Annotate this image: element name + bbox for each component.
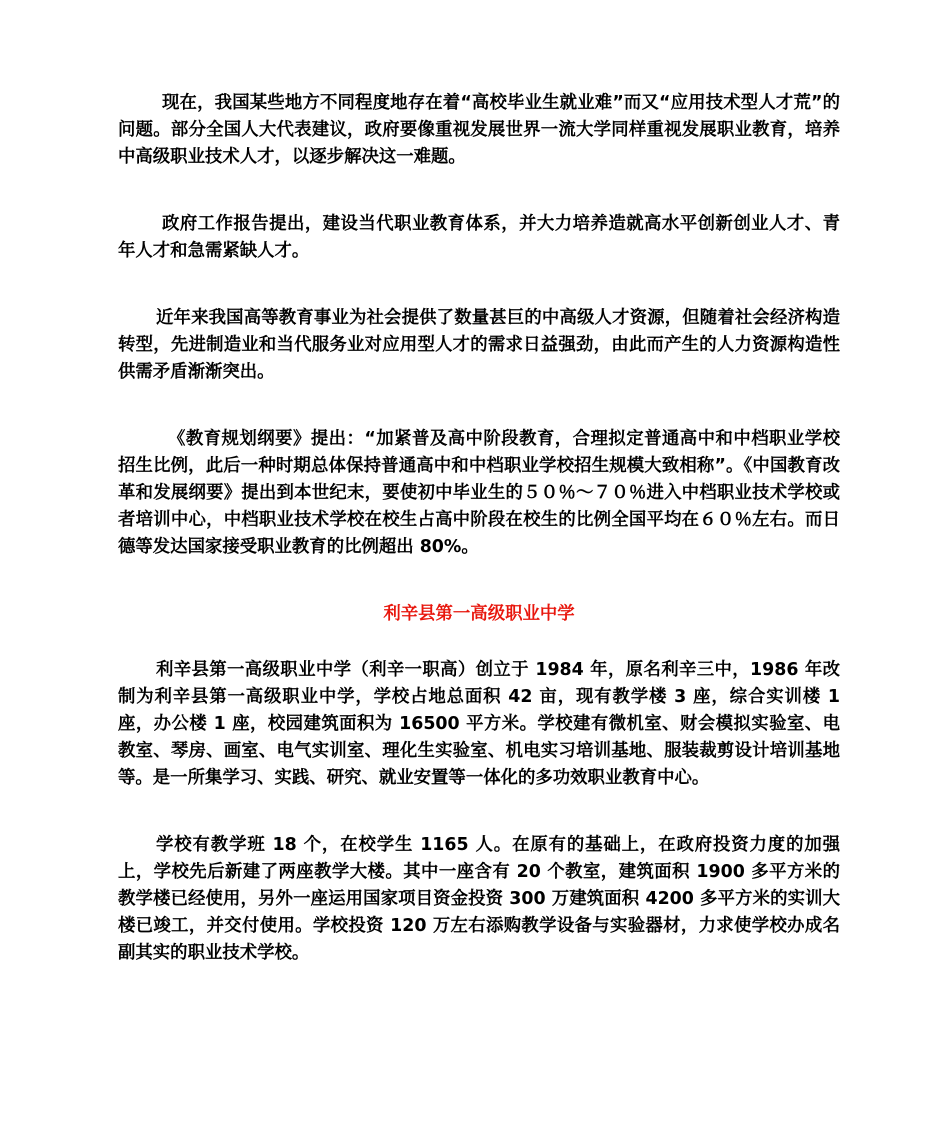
intro-paragraph: 现在，我国某些地方不同程度地存在着“高校毕业生就业难”而又“应用技术型人才荒”的问题。部分全国人大代表建议，政府要像重视发展世界一流大学同样重视发展职业教育，培养中高级职业技术人才，以逐步解决这一难题。 [118,93,840,167]
government-report-paragraph: 政府工作报告提出，建设当代职业教育体系，并大力培养造就高水平创新创业人才、青年人才和急需紧缺人才。 [118,214,840,261]
higher-education-paragraph: 近年来我国高等教育事业为社会提供了数量甚巨的中高级人才资源，但随着社会经济构造转型，先进制造业和当代服务业对应用型人才的需求日益强劲，由此而产生的人力资源构造性供需矛盾渐渐突出。 [118,308,840,382]
school-heading: 利辛县第一高级职业中学 [383,604,575,624]
school-intro-paragraph: 利辛县第一高级职业中学（利辛一职高）创立于 1984 年，原名利辛三中，1986 年改制为利辛县第一高级职业中学，学校占地总面积 42 亩，现有教学楼 3 座，综合实训楼 1 座，办公楼 1 座，校园建筑面积为 16500 平方米。学校建有微机室、财会模拟实验室、电教室、琴房、画室、电气实训室、理化生实验室、机电实习培训基地、服装裁剪设计培训基地等。是一所集学习、实践、研究、就业安置等一体化的多功效职业教育中心。 [118,660,840,788]
school-facilities-paragraph: 学校有教学班 18 个，在校学生 1165 人。在原有的基础上，在政府投资力度的加强上，学校先后新建了两座教学大楼。其中一座含有 20 个教室，建筑面积 1900 多平方米的教学楼已经使用，另外一座运用国家项目资金投资 300 万建筑面积 4200 多平方米的实训大楼已竣工，并交付使用。学校投资 120 万左右添购教学设备与实验器材，力求使学校办成名副其实的职业技术学校。 [118,835,840,963]
document-page [118,90,840,967]
education-outline-paragraph: 《教育规划纲要》提出：“加紧普及高中阶段教育，合理拟定普通高中和中档职业学校招生比例，此后一种时期总体保持普通高中和中档职业学校招生规模大致相称”。《中国教育改革和发展纲要》提出到本世纪末，要使初中毕业生的５０％～７０％进入中档职业技术学校或者培训中心，中档职业技术学校在校生占高中阶段在校生的比例全国平均在６０％左右。而日德等发达国家接受职业教育的比例超出 80%。 [118,429,840,557]
